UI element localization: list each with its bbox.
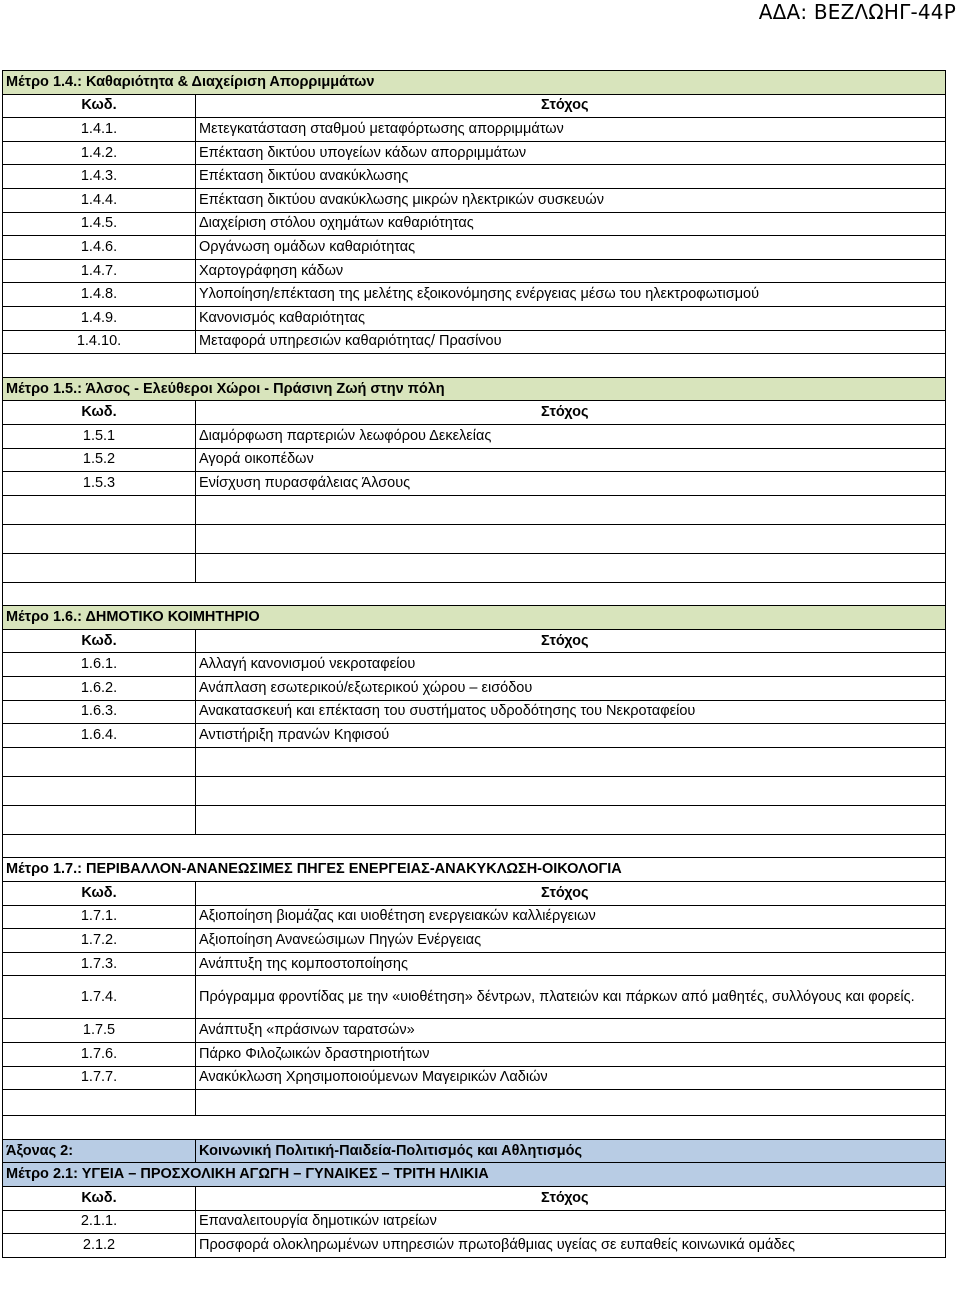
header-row [3, 629, 946, 653]
row-code: 1.7.5 [3, 1019, 196, 1043]
measure-title: Μέτρο 1.5.: Άλσος - Ελεύθεροι Χώροι - Πράσινη Ζωή στην πόλη [3, 377, 946, 401]
row-text: Προσφορά ολοκληρωμένων υπηρεσιών πρωτοβάθμιας υγείας σε ευπαθείς κοινωνικά ομάδες [196, 1234, 946, 1258]
measure-row-2-1 [3, 1163, 946, 1187]
row-text: Μεταφορά υπηρεσιών καθαριότητας/ Πρασίνου [196, 330, 946, 354]
table-row [3, 976, 946, 1019]
measure-title: Μέτρο 1.7.: ΠΕΡΙΒΑΛΛΟΝ-ΑΝΑΝΕΩΣΙΜΕΣ ΠΗΓΕΣ ΕΝΕΡΓΕΙΑΣ-ΑΝΑΚΥΚΛΩΣΗ-ΟΙΚΟΛΟΓΙΑ [3, 858, 946, 882]
table-row [3, 952, 946, 976]
empty-cell [196, 495, 946, 524]
spacer-cell [3, 834, 946, 858]
row-code: 2.1.1. [3, 1210, 196, 1234]
table-row [3, 929, 946, 953]
row-code: 1.4.6. [3, 236, 196, 260]
row-code: 1.5.2 [3, 448, 196, 472]
row-code: 1.7.4. [3, 976, 196, 1019]
row-text: Χαρτογράφηση κάδων [196, 259, 946, 283]
row-text: Πάρκο Φιλοζωικών δραστηριοτήτων [196, 1043, 946, 1067]
table-row [3, 212, 946, 236]
empty-cell [3, 495, 196, 524]
table-row [3, 259, 946, 283]
measure-row-1-4 [3, 71, 946, 95]
table-row [3, 1043, 946, 1067]
spacer-cell [3, 582, 946, 606]
header-goal: Στόχος [196, 94, 946, 118]
empty-cell [196, 1090, 946, 1116]
header-goal: Στόχος [196, 882, 946, 906]
row-code: 1.7.1. [3, 905, 196, 929]
row-code: 1.4.4. [3, 188, 196, 212]
table-row [3, 1066, 946, 1090]
table-row [3, 283, 946, 307]
row-text: Διαμόρφωση παρτεριών λεωφόρου Δεκελείας [196, 424, 946, 448]
header-row [3, 1186, 946, 1210]
spacer-cell [3, 354, 946, 378]
empty-row [3, 776, 946, 805]
row-code: 1.4.3. [3, 165, 196, 189]
table-row [3, 905, 946, 929]
table-row [3, 188, 946, 212]
row-text: Πρόγραμμα φροντίδας με την «υιοθέτηση» δέντρων, πλατειών και πάρκων από μαθητές, συλλόγους και φορείς. [196, 976, 946, 1019]
row-text: Ανάπτυξη της κομποστοποίησης [196, 952, 946, 976]
empty-cell [196, 805, 946, 834]
header-code: Κωδ. [3, 94, 196, 118]
row-code: 1.6.2. [3, 677, 196, 701]
row-text: Κανονισμός καθαριότητας [196, 306, 946, 330]
measure-row-1-7 [3, 858, 946, 882]
empty-cell [3, 805, 196, 834]
measure-title: Μέτρο 1.4.: Καθαριότητα & Διαχείριση Απορριμμάτων [3, 71, 946, 95]
empty-row [3, 495, 946, 524]
row-text: Αντιστήριξη πρανών Κηφισού [196, 724, 946, 748]
empty-cell [196, 776, 946, 805]
header-code: Κωδ. [3, 882, 196, 906]
table-row [3, 700, 946, 724]
axis-row-2 [3, 1139, 946, 1163]
measure-row-1-5 [3, 377, 946, 401]
table-row [3, 330, 946, 354]
row-text: Διαχείριση στόλου οχημάτων καθαριότητας [196, 212, 946, 236]
empty-cell [3, 524, 196, 553]
row-code: 1.4.7. [3, 259, 196, 283]
table-row [3, 165, 946, 189]
table-row [3, 677, 946, 701]
row-text: Ανακατασκευή και επέκταση του συστήματος υδροδότησης του Νεκροταφείου [196, 700, 946, 724]
row-text: Ανακύκλωση Χρησιμοποιούμενων Μαγειρικών Λαδιών [196, 1066, 946, 1090]
empty-cell [196, 524, 946, 553]
row-text: Υλοποίηση/επέκταση της μελέτης εξοικονόμησης ενέργειας μέσω του ηλεκτροφωτισμού [196, 283, 946, 307]
header-goal: Στόχος [196, 1186, 946, 1210]
header-code: Κωδ. [3, 401, 196, 425]
empty-row [3, 805, 946, 834]
row-code: 1.4.2. [3, 141, 196, 165]
row-text: Επέκταση δικτύου υπογείων κάδων απορριμμάτων [196, 141, 946, 165]
header-row [3, 882, 946, 906]
spacer-cell [3, 1116, 946, 1140]
header-row [3, 94, 946, 118]
header-goal: Στόχος [196, 401, 946, 425]
row-text: Οργάνωση ομάδων καθαριότητας [196, 236, 946, 260]
empty-cell [3, 1090, 196, 1116]
row-code: 1.7.7. [3, 1066, 196, 1090]
row-code: 1.7.6. [3, 1043, 196, 1067]
table-row [3, 1234, 946, 1258]
row-text: Αξιοποίηση Ανανεώσιμων Πηγών Ενέργειας [196, 929, 946, 953]
spacer-row [3, 1116, 946, 1140]
program-table [2, 70, 946, 1258]
axis-title: Κοινωνική Πολιτική-Παιδεία-Πολιτισμός και Αθλητισμός [196, 1139, 946, 1163]
table-row [3, 472, 946, 496]
empty-row [3, 1090, 946, 1116]
measure-row-1-6 [3, 606, 946, 630]
empty-row [3, 747, 946, 776]
row-code: 2.1.2 [3, 1234, 196, 1258]
row-code: 1.4.5. [3, 212, 196, 236]
row-text: Αλλαγή κανονισμού νεκροταφείου [196, 653, 946, 677]
row-text: Αξιοποίηση βιομάζας και υιοθέτηση ενεργειακών καλλιέργειων [196, 905, 946, 929]
empty-cell [3, 747, 196, 776]
row-text: Αγορά οικοπέδων [196, 448, 946, 472]
header-code: Κωδ. [3, 629, 196, 653]
row-code: 1.7.2. [3, 929, 196, 953]
spacer-row [3, 582, 946, 606]
empty-cell [3, 776, 196, 805]
spacer-row [3, 354, 946, 378]
row-code: 1.6.1. [3, 653, 196, 677]
header-goal: Στόχος [196, 629, 946, 653]
empty-row [3, 553, 946, 582]
row-code: 1.6.3. [3, 700, 196, 724]
row-code: 1.4.8. [3, 283, 196, 307]
empty-cell [196, 747, 946, 776]
row-text: Μετεγκατάσταση σταθμού μεταφόρτωσης απορριμμάτων [196, 118, 946, 142]
header-row [3, 401, 946, 425]
ada-stamp: ΑΔΑ: ΒΕΖΛΩΗΓ-44Ρ [758, 0, 956, 24]
row-code: 1.5.3 [3, 472, 196, 496]
empty-cell [3, 553, 196, 582]
row-code: 1.5.1 [3, 424, 196, 448]
measure-title: Μέτρο 1.6.: ΔΗΜΟΤΙΚΟ ΚΟΙΜΗΤΗΡΙΟ [3, 606, 946, 630]
row-code: 1.4.1. [3, 118, 196, 142]
row-text: Ενίσχυση πυρασφάλειας Άλσους [196, 472, 946, 496]
table-row [3, 724, 946, 748]
table-row [3, 653, 946, 677]
axis-label: Άξονας 2: [3, 1139, 196, 1163]
table-row [3, 118, 946, 142]
spacer-row [3, 834, 946, 858]
empty-row [3, 524, 946, 553]
table-row [3, 306, 946, 330]
table-row [3, 424, 946, 448]
table-row [3, 1019, 946, 1043]
table-row [3, 236, 946, 260]
header-code: Κωδ. [3, 1186, 196, 1210]
table-row [3, 141, 946, 165]
row-text: Ανάπλαση εσωτερικού/εξωτερικού χώρου – εισόδου [196, 677, 946, 701]
row-text: Επέκταση δικτύου ανακύκλωσης μικρών ηλεκτρικών συσκευών [196, 188, 946, 212]
row-text: Επαναλειτουργία δημοτικών ιατρείων [196, 1210, 946, 1234]
measure-title: Μέτρο 2.1: ΥΓΕΙΑ – ΠΡΟΣΧΟΛΙΚΗ ΑΓΩΓΗ – ΓΥΝΑΙΚΕΣ – ΤΡΙΤΗ ΗΛΙΚΙΑ [3, 1163, 946, 1187]
row-code: 1.6.4. [3, 724, 196, 748]
row-code: 1.4.9. [3, 306, 196, 330]
row-text: Ανάπτυξη «πράσινων ταρατσών» [196, 1019, 946, 1043]
row-code: 1.7.3. [3, 952, 196, 976]
table-row [3, 448, 946, 472]
empty-cell [196, 553, 946, 582]
row-text: Επέκταση δικτύου ανακύκλωσης [196, 165, 946, 189]
row-code: 1.4.10. [3, 330, 196, 354]
table-row [3, 1210, 946, 1234]
